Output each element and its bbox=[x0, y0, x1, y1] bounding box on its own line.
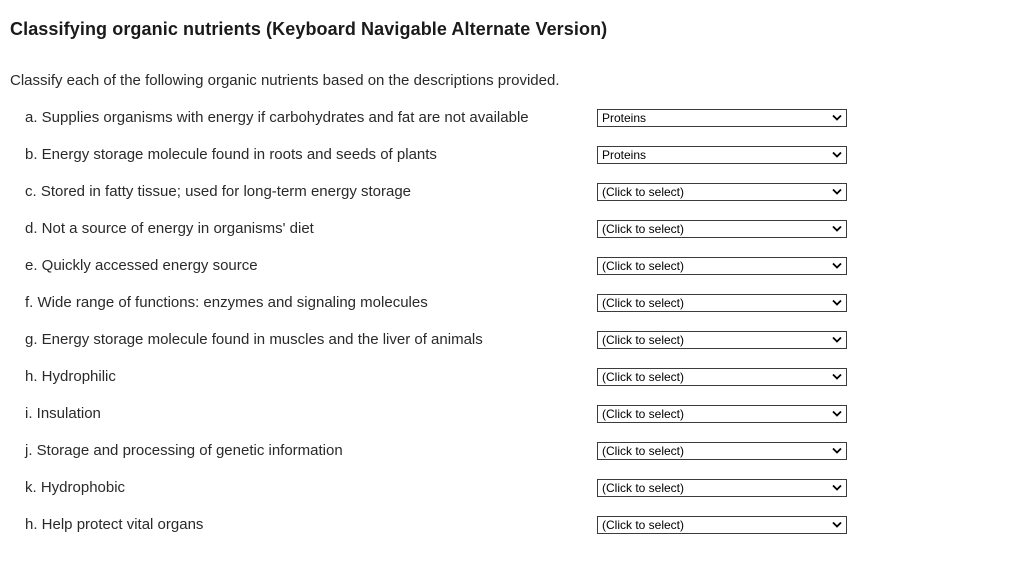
chevron-down-icon bbox=[832, 484, 842, 492]
item-label: e. Quickly accessed energy source bbox=[25, 257, 258, 274]
list-item bbox=[0, 181, 1011, 218]
list-item bbox=[0, 440, 1011, 477]
classification-list bbox=[0, 107, 1011, 551]
item-label: c. Stored in fatty tissue; used for long-term energy storage bbox=[25, 183, 412, 200]
list-item bbox=[0, 255, 1011, 292]
item-label: b. Energy storage molecule found in roots and seeds of plants bbox=[25, 146, 437, 163]
item-label: g. Energy storage molecule found in muscles and the liver of animals bbox=[25, 331, 483, 348]
chevron-down-icon bbox=[832, 410, 842, 418]
item-label: k. Hydrophobic bbox=[25, 479, 126, 496]
list-item bbox=[0, 403, 1011, 440]
list-item bbox=[0, 218, 1011, 255]
chevron-down-icon bbox=[832, 151, 842, 159]
chevron-down-icon bbox=[832, 447, 842, 455]
chevron-down-icon bbox=[832, 299, 842, 307]
list-item bbox=[0, 366, 1011, 403]
chevron-down-icon bbox=[832, 225, 842, 233]
list-item bbox=[0, 514, 1011, 551]
item-label: i. Insulation bbox=[25, 405, 101, 422]
item-label: h. Help protect vital organs bbox=[25, 516, 204, 533]
item-label: j. Storage and processing of genetic information bbox=[25, 442, 343, 459]
classification-select[interactable] bbox=[597, 405, 847, 423]
classification-select[interactable] bbox=[597, 368, 847, 386]
select-value: Proteins bbox=[602, 148, 647, 162]
item-label: a. Supplies organisms with energy if carbohydrates and fat are not available bbox=[25, 109, 529, 126]
list-item bbox=[0, 107, 1011, 144]
select-value: (Click to select) bbox=[602, 370, 685, 384]
select-value: (Click to select) bbox=[602, 222, 685, 236]
list-item bbox=[0, 477, 1011, 514]
chevron-down-icon bbox=[832, 188, 842, 196]
classification-select[interactable] bbox=[597, 257, 847, 275]
select-value: (Click to select) bbox=[602, 518, 685, 532]
select-value: (Click to select) bbox=[602, 259, 685, 273]
select-value: Proteins bbox=[602, 111, 647, 125]
instructions: Classify each of the following organic nutrients based on the descriptions provided. bbox=[10, 72, 560, 89]
list-item bbox=[0, 329, 1011, 366]
select-value: (Click to select) bbox=[602, 185, 685, 199]
select-value: (Click to select) bbox=[602, 481, 685, 495]
select-value: (Click to select) bbox=[602, 333, 685, 347]
classification-select[interactable] bbox=[597, 146, 847, 164]
classification-select[interactable] bbox=[597, 442, 847, 460]
chevron-down-icon bbox=[832, 336, 842, 344]
select-value: (Click to select) bbox=[602, 444, 685, 458]
classification-select[interactable] bbox=[597, 294, 847, 312]
chevron-down-icon bbox=[832, 521, 842, 529]
classification-select[interactable] bbox=[597, 479, 847, 497]
classification-select[interactable] bbox=[597, 516, 847, 534]
chevron-down-icon bbox=[832, 114, 842, 122]
chevron-down-icon bbox=[832, 373, 842, 381]
item-label: f. Wide range of functions: enzymes and signaling molecules bbox=[25, 294, 428, 311]
list-item bbox=[0, 144, 1011, 181]
item-label: d. Not a source of energy in organisms' diet bbox=[25, 220, 314, 237]
classification-select[interactable] bbox=[597, 331, 847, 349]
select-value: (Click to select) bbox=[602, 296, 685, 310]
item-label: h. Hydrophilic bbox=[25, 368, 116, 385]
classification-select[interactable] bbox=[597, 183, 847, 201]
page-title: Classifying organic nutrients (Keyboard Navigable Alternate Version) bbox=[10, 19, 608, 39]
classification-select[interactable] bbox=[597, 220, 847, 238]
chevron-down-icon bbox=[832, 262, 842, 270]
select-value: (Click to select) bbox=[602, 407, 685, 421]
classification-select[interactable] bbox=[597, 109, 847, 127]
list-item bbox=[0, 292, 1011, 329]
